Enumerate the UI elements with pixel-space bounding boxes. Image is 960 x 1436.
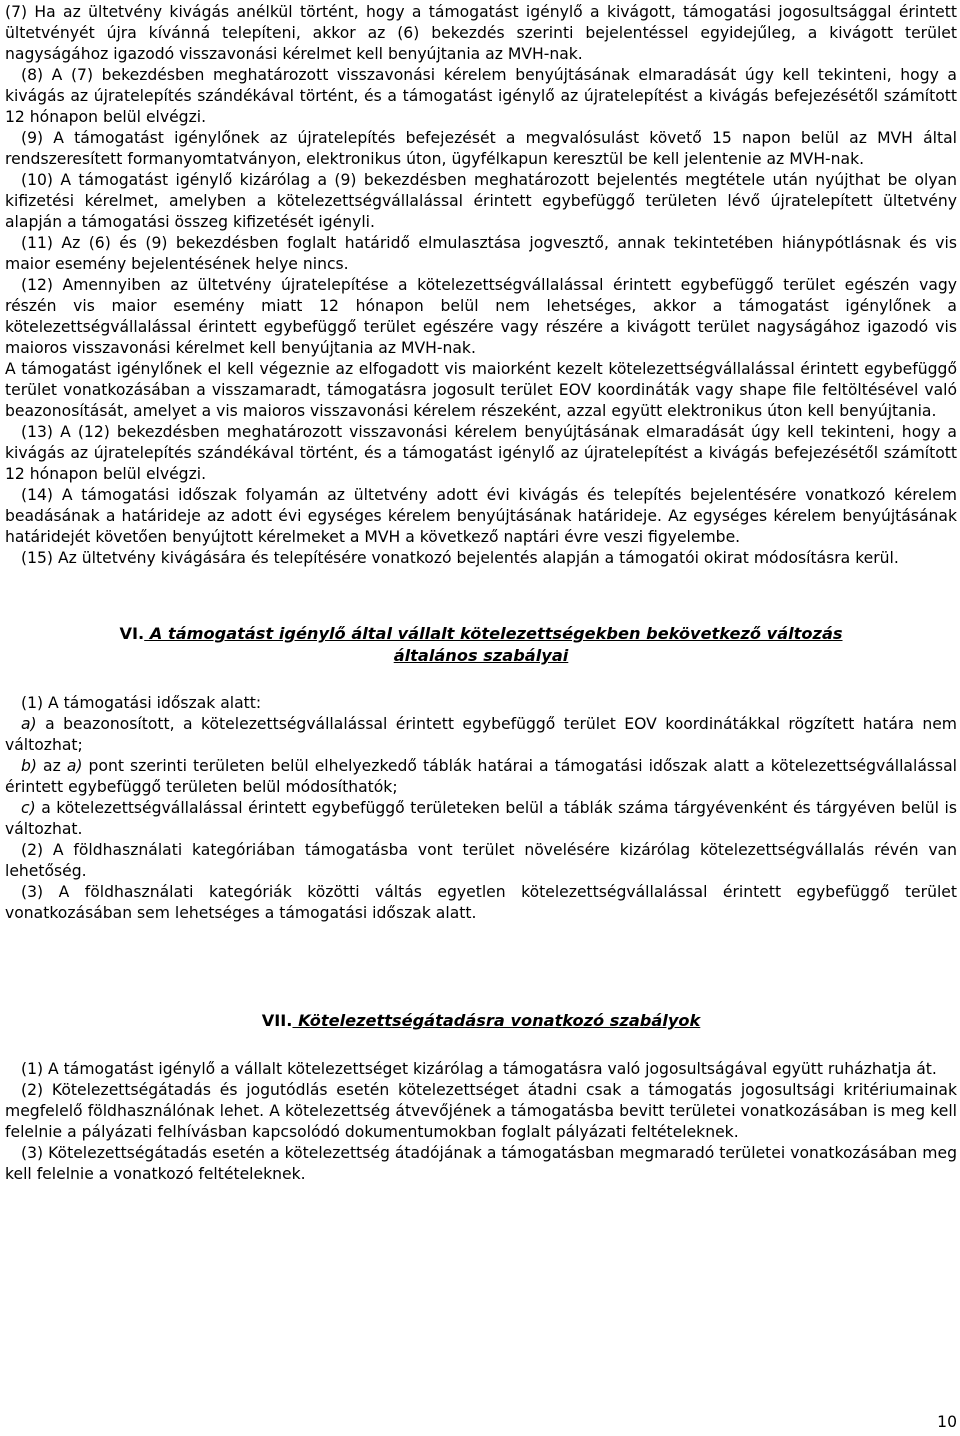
- item-text: pont szerinti területen belül elhelyezkedő táblák határai a támogatási időszak alatt a kötelezettségvállalással érintett egybefüggő területen belül módosíthatók;: [5, 757, 958, 796]
- item-text: az: [36, 757, 67, 775]
- item-letter: b): [21, 757, 37, 775]
- section-title-vii: Kötelezettségátadásra vonatkozó szabályok: [292, 1011, 701, 1030]
- item-letter: c): [21, 799, 36, 817]
- paragraph-v-10: (10) A támogatást igénylő kizárólag a (9) bekezdésben meghatározott bejelentés megtétele után nyújthat be olyan kifizetési kérelmet, amelyben a kötelezettségvállalással érintett egybefüggő területen lévő újratelepített ültetvény alapján a támogatási összeg kifizetését igényli.: [5, 171, 957, 231]
- section-number-vii: VII.: [261, 1011, 293, 1030]
- page-number: 10: [937, 1413, 957, 1431]
- section-title-vi-line2: általános szabályai: [393, 646, 569, 665]
- section-title-vi-line1: A támogatást igénylő által vállalt kötelezettségekben bekövetkező változás: [144, 624, 843, 643]
- paragraph-v-13: (13) A (12) bekezdésben meghatározott visszavonási kérelem benyújtásának elmaradását úgy kell tekinteni, hogy a kivágás az újratelepítés szándékával történt, és a támogatást igénylő az újratelepítést a kivágás befejezésétől számított 12 hónapon belül elvégzi.: [5, 423, 957, 483]
- paragraph-vii-2: (2) Kötelezettségátadás és jogutódlás esetén kötelezettséget átadni csak a támogatás jogosultsági kritériumainak megfelelő földhasználónak lehet. A kötelezettség átvevőjének a támogatásba bevitt területei vonatkozásában is meg kell felelnie a pályázati felhívásban kapcsolódó dokumentumokban foglalt pályázati feltételeknek.: [5, 1081, 957, 1141]
- item-text: a kötelezettségvállalással érintett egybefüggő területeken belül a táblák száma tárgyévenként és tárgyéven belül is változhat.: [5, 799, 957, 838]
- paragraph-v-12: (12) Amennyiben az ültetvény újratelepítése a kötelezettségvállalással érintett egybefüggő terület egészén vagy részén vis maior esemény miatt 12 hónapon belül nem lehetséges, akkor a támogatást igénylőnek a kötelezettségvállalással érintett egybefüggő terület egészére vagy részére a kivágott terület nagyságához igazodó vis maioros visszavonási kérelmet kell benyújtania az MVH-nak.: [5, 276, 957, 357]
- paragraph-vi-1: (1) A támogatási időszak alatt:: [21, 694, 262, 712]
- paragraph-vii-3: (3) Kötelezettségátadás esetén a kötelezettség átadójának a támogatásban megmaradó területei vonatkozásában meg kell felelnie a vonatkozó feltételeknek.: [5, 1144, 957, 1183]
- list-item-b: [5, 756, 957, 798]
- section-heading-vi: [5, 623, 957, 667]
- item-letter: a): [21, 715, 37, 733]
- spacer: [5, 667, 957, 693]
- spacer: [5, 1032, 957, 1059]
- paragraph-v-11: (11) Az (6) és (9) bekezdésben foglalt határidő elmulasztása jogvesztő, annak tekintetében hiánypótlásnak és vis maior esemény bejelentésének helye nincs.: [5, 234, 957, 273]
- paragraph-vi-2: (2) A földhasználati kategóriában támogatásba vont terület növelésére kizárólag kötelezettségvállalás révén van lehetőség.: [5, 841, 957, 880]
- paragraph-v-14: (14) A támogatási időszak folyamán az ültetvény adott évi kivágás és telepítés bejelentésére vonatkozó kérelem beadásának a határideje az adott évi egységes kérelem benyújtásának határideje. Az egységes kérelem benyújtásának határidejét követően benyújtott kérelmeket a MVH a következő naptári évre veszi figyelembe.: [5, 486, 957, 546]
- section-heading-vii: [5, 1010, 957, 1032]
- document-page: [5, 2, 957, 1185]
- paragraph-v-12-continued: A támogatást igénylőnek el kell végeznie az elfogadott vis maiorként kezelt kötelezettségvállalással érintett egybefüggő terület vonatkozásában a visszamaradt, támogatásra jogosult terület EOV koordináták vagy shape file feltöltésével való beazonosítását, amelyet a vis maioros visszavonási kérelem részeként, azzal együtt elektronikus úton kell benyújtania.: [5, 360, 957, 420]
- paragraph-v-7: (7) Ha az ültetvény kivágás anélkül történt, hogy a támogatást igénylő a kivágott, támogatási jogosultsággal érintett ültetvényét újra kívánná telepíteni, akkor az (6) bekezdés szerinti bejelentéssel egyidejűleg, a kivágott terület nagyságához igazodó visszavonási kérelmet kell benyújtania az MVH-nak.: [5, 3, 957, 63]
- paragraph-vii-1: (1) A támogatást igénylő a vállalt kötelezettséget kizárólag a támogatásra való jogosultságával együtt ruházhatja át.: [21, 1060, 937, 1078]
- paragraph-v-9: (9) A támogatást igénylőnek az újratelepítés befejezését a megvalósulást követő 15 napon belül az MVH által rendszeresített formanyomtatványon, elektronikus úton, ügyfélkapun keresztül be kell jelentenie az MVH-nak.: [5, 129, 957, 168]
- section-number-vi: VI.: [119, 624, 145, 643]
- spacer: [5, 924, 957, 1010]
- item-reference: a): [66, 757, 83, 775]
- list-item-a: [5, 714, 957, 756]
- paragraph-vi-3: (3) A földhasználati kategóriák közötti váltás egyetlen kötelezettségvállalással érintett egybefüggő terület vonatkozásában sem lehetséges a támogatási időszak alatt.: [5, 883, 957, 922]
- paragraph-v-8: (8) A (7) bekezdésben meghatározott visszavonási kérelem benyújtásának elmaradását úgy kell tekinteni, hogy a kivágás az újratelepítés szándékával történt, és a támogatást igénylő az újratelepítést a kivágás befejezésétől számított 12 hónapon belül elvégzi.: [5, 66, 957, 126]
- spacer: [5, 569, 957, 623]
- paragraph-v-15: (15) Az ültetvény kivágására és telepítésére vonatkozó bejelentés alapján a támogatói okirat módosításra kerül.: [21, 549, 899, 567]
- item-text: a beazonosított, a kötelezettségvállalással érintett egybefüggő terület EOV koordinátákkal rögzített határa nem változhat;: [5, 715, 957, 754]
- list-item-c: [5, 798, 957, 840]
